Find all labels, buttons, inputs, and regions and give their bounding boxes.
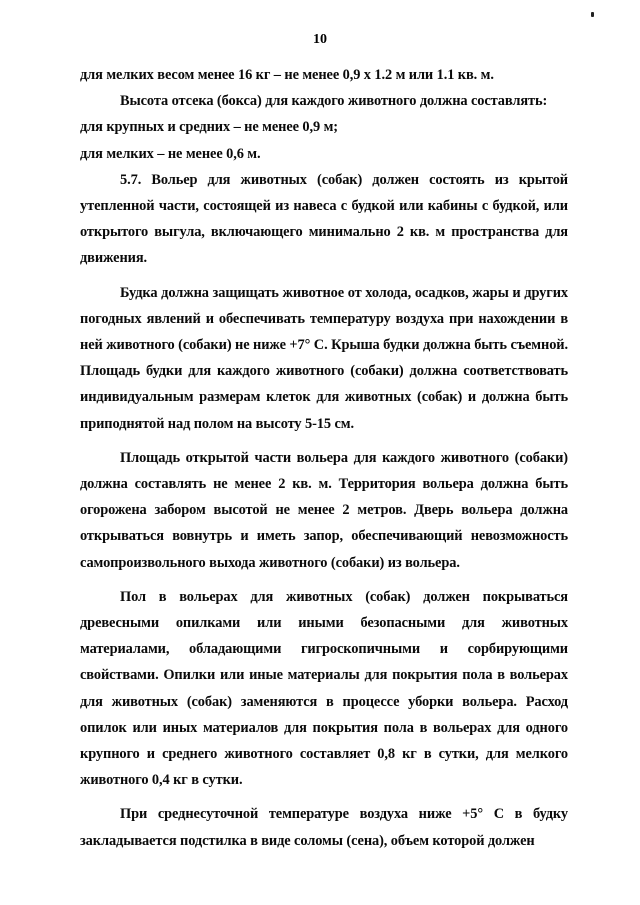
text-line-small-animals-area: для мелких весом менее 16 кг – не менее 0,9 х 1.2 м или 1.1 кв. м. <box>80 67 494 83</box>
paragraph-bedding: При среднесуточной температуре воздуха ниже +5° С в будку закладывается подстилка в виде соломы (сена), объем которой должен <box>80 806 568 849</box>
paragraph-floor-covering: Пол в вольерах для животных (собак) должен покрываться древесными опилками или иными безопасными для животных материалами, обладающими гигроскопичными и сорбирующими свойствами. Опилки или иные материалы для покрытия пола в вольерах для животных (собак) заменяются в процессе уборки вольера. Расход опилок или иных материалов для покрытия пола в вольерах для одного крупного и среднего животного составляет 0,8 кг в сутки, для мелкого животного 0,4 кг в сутки. <box>80 588 568 789</box>
paragraph-section-5-7: 5.7. Вольер для животных (собак) должен состоять из крытой утепленной части, состоящей из навеса с будкой или кабины с будкой, или открытого выгула, включающего минимально 2 кв. м пространства для движения. <box>80 171 568 267</box>
document-body <box>80 62 568 854</box>
paragraph-open-enclosure: Площадь открытой части вольера для каждого животного (собаки) должна составлять не менее 2 кв. м. Территория вольера должна быть огорожена забором высотой не менее 2 метров. Дверь вольера должна открываться вовнутрь и иметь запор, обеспечивающий невозможность самопроизвольного выхода животного (собаки) из вольера. <box>80 449 568 571</box>
text-line-box-height: Высота отсека (бокса) для каждого животного должна составлять: <box>120 93 548 110</box>
text-line-small-height: для мелких – не менее 0,6 м. <box>80 145 261 162</box>
text-line-large-medium-height: для крупных и средних – не менее 0,9 м; <box>80 119 338 136</box>
page-number: 10 <box>313 32 327 47</box>
paragraph-dog-house: Будка должна защищать животное от холода, осадков, жары и других погодных явлений и обеспечивать температуру воздуха при нахождении в ней животного (собаки) не ниже +7° С. Крыша будки должна быть съемной. Площадь будки для каждого животного (собаки) должна соответствовать индивидуальным размерам клеток для животных (собак) и должна быть приподнятой над полом на высоту 5-15 см. <box>80 284 568 432</box>
scan-artifact <box>591 12 594 17</box>
